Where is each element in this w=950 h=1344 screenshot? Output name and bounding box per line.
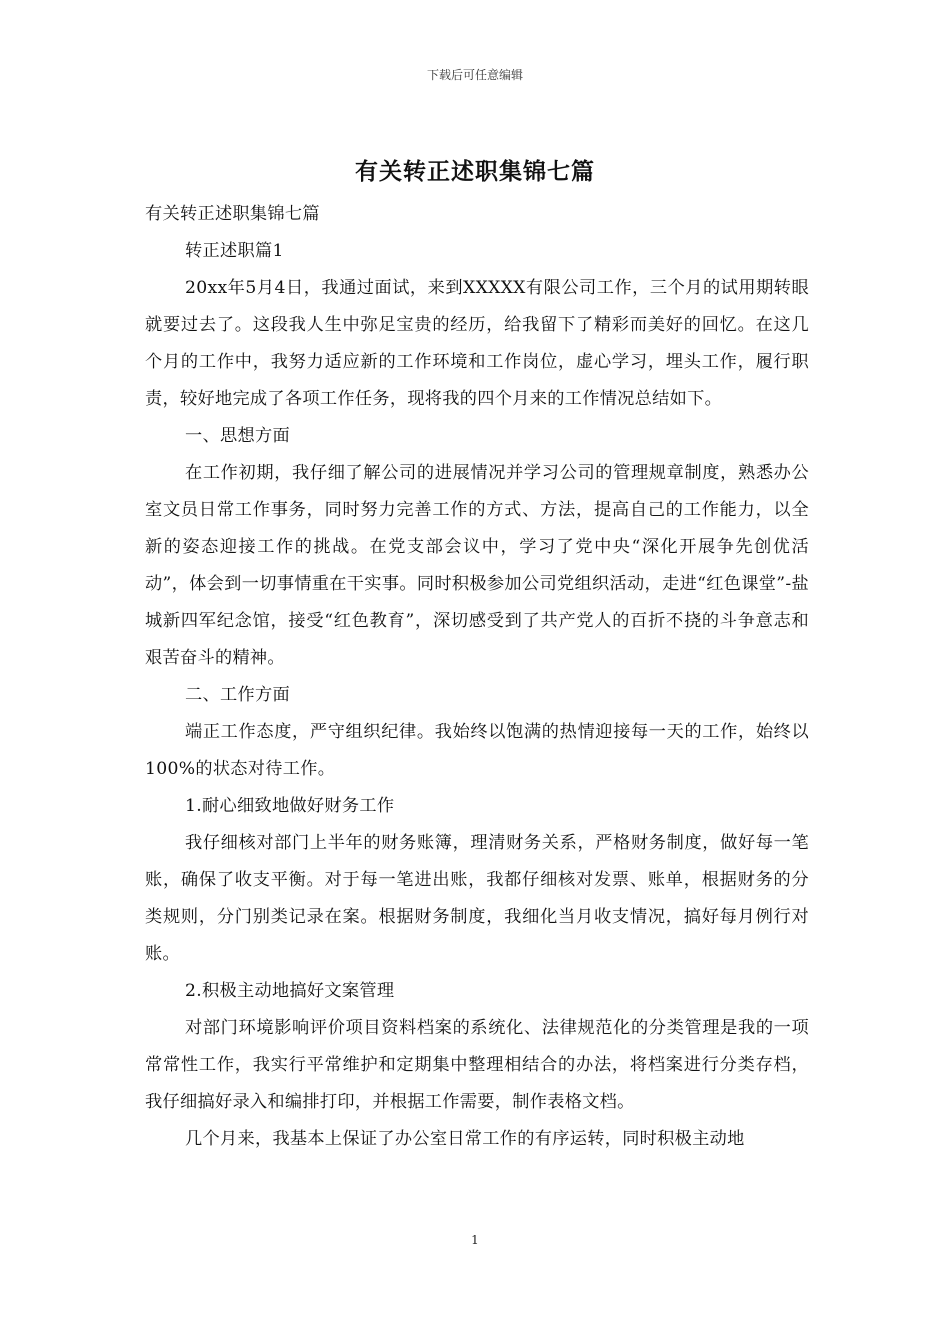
- section-heading: 二、工作方面: [185, 685, 290, 705]
- paragraph: 转正述职篇1: [185, 241, 284, 261]
- paragraph: 我仔细核对部门上半年的财务账簿，理清财务关系，严格财务制度，做好每一笔账，确保了收支平衡。对于每一笔进出账，我都仔细核对发票、账单，根据财务的分类规则，分门别类记录在案。根据财务制度，我细化当月收支情况，搞好每月例行对账。: [145, 833, 809, 964]
- page-number: 1: [471, 1233, 479, 1247]
- subsection-heading: 1.耐心细致地做好财务工作: [185, 796, 395, 816]
- paragraph: 有关转正述职集锦七篇: [145, 204, 320, 224]
- page-header-note: 下载后可任意编辑: [426, 68, 523, 82]
- paragraph: 几个月来，我基本上保证了办公室日常工作的有序运转，同时积极主动地: [185, 1129, 745, 1149]
- paragraph: 端正工作态度，严守组织纪律。我始终以饱满的热情迎接每一天的工作，始终以100%的状态对待工作。: [145, 722, 809, 779]
- document-body: [145, 196, 809, 1158]
- section-heading: 一、思想方面: [185, 426, 290, 446]
- subsection-heading: 2.积极主动地搞好文案管理: [185, 981, 395, 1001]
- paragraph: 20xx年5月4日，我通过面试，来到XXXXX有限公司工作，三个月的试用期转眼就要过去了。这段我人生中弥足宝贵的经历，给我留下了精彩而美好的回忆。在这几个月的工作中，我努力适应新的工作环境和工作岗位，虚心学习，埋头工作，履行职责，较好地完成了各项工作任务，现将我的四个月来的工作情况总结如下。: [145, 278, 809, 409]
- paragraph: 对部门环境影响评价项目资料档案的系统化、法律规范化的分类管理是我的一项常常性工作，我实行平常维护和定期集中整理相结合的办法，将档案进行分类存档，我仔细搞好录入和编排打印，并根据工作需要，制作表格文档。: [145, 1018, 809, 1112]
- document-title: 有关转正述职集锦七篇: [355, 159, 595, 185]
- paragraph: 在工作初期，我仔细了解公司的进展情况并学习公司的管理规章制度，熟悉办公室文员日常工作事务，同时努力完善工作的方式、方法，提高自己的工作能力，以全新的姿态迎接工作的挑战。在党支部会议中，学习了党中央“深化开展争先创优活动”，体会到一切事情重在干实事。同时积极参加公司党组织活动，走进“红色课堂”-盐城新四军纪念馆，接受“红色教育”，深切感受到了共产党人的百折不挠的斗争意志和艰苦奋斗的精神。: [145, 463, 809, 668]
